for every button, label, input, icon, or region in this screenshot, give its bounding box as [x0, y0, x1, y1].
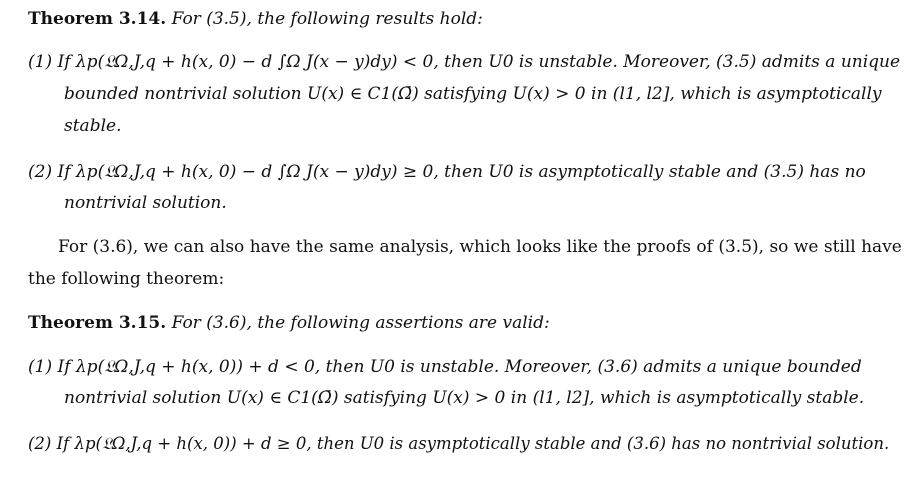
theorem-3-14-item-1 — [28, 51, 900, 73]
theorem-3-14-item-2 — [28, 161, 866, 183]
theorem-3-14-item-2-line-2: nontrivial solution. — [64, 193, 227, 213]
item-text: If λp(𝔏Ω,J,q + h(x, 0) − d ∫Ω J(x − y)dy) ≥ 0, then U0 is asymptotically stable and (3.5) has no — [57, 162, 866, 182]
theorem-3-15-item-2 — [28, 433, 889, 455]
theorem-3-15 — [28, 312, 550, 334]
item-number: (2) — [28, 162, 53, 182]
theorem-statement: For (3.5), the following results hold: — [171, 9, 483, 29]
paragraph-line-1: For (3.6), we can also have the same analysis, which looks like the proofs of (3.5), so we still have — [58, 237, 902, 257]
item-number: (2) — [28, 434, 52, 453]
theorem-3-14-item-1-line-3: stable. — [64, 116, 122, 136]
theorem-label: Theorem 3.14. — [28, 9, 167, 29]
paragraph-line-2: the following theorem: — [28, 269, 225, 289]
theorem-3-14-item-1-line-2: bounded nontrivial solution U(x) ∈ C1(Ω̄) satisfying U(x) > 0 in (l1, l2], which is asymptotically — [64, 84, 882, 104]
item-text: If λp(𝔏Ω,J,q + h(x, 0)) + d < 0, then U0 is unstable. Moreover, (3.6) admits a unique bounded — [57, 357, 862, 377]
theorem-3-14 — [28, 8, 483, 30]
item-number: (1) — [28, 357, 53, 377]
theorem-label: Theorem 3.15. — [28, 313, 167, 333]
item-text: If λp(𝔏Ω,J,q + h(x, 0) − d ∫Ω J(x − y)dy) < 0, then U0 is unstable. Moreover, (3.5) admits a unique — [57, 52, 901, 72]
theorem-statement: For (3.6), the following assertions are valid: — [171, 313, 550, 333]
item-text: If λp(𝔏Ω,J,q + h(x, 0)) + d ≥ 0, then U0 is asymptotically stable and (3.6) has no nontrivial solution. — [56, 434, 890, 453]
item-number: (1) — [28, 52, 53, 72]
theorem-3-15-item-1 — [28, 356, 862, 378]
theorem-3-15-item-1-line-2: nontrivial solution U(x) ∈ C1(Ω̄) satisfying U(x) > 0 in (l1, l2], which is asymptotically stable. — [64, 388, 865, 408]
